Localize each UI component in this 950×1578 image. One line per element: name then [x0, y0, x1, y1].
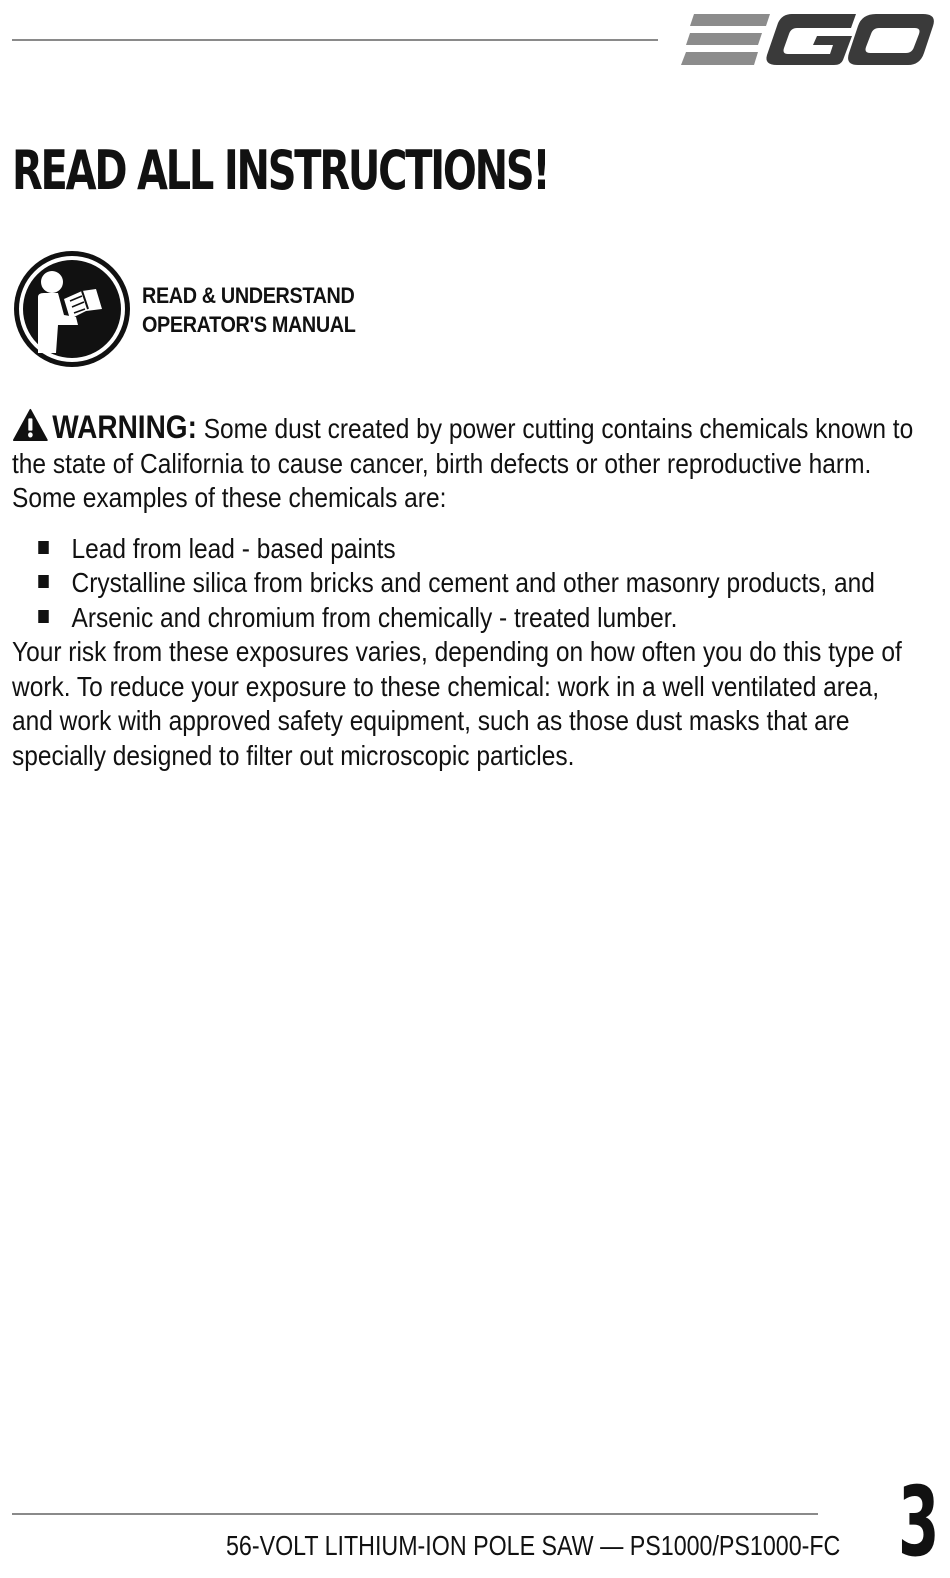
warning-intro: [12, 408, 922, 516]
bullet-square-icon: [38, 541, 49, 554]
list-item: [12, 532, 922, 567]
warning-section: [12, 408, 922, 773]
manual-notice: [142, 281, 355, 339]
list-item-text: Arsenic and chromium from chemically - treated lumber.: [71, 601, 678, 633]
chemical-list: [12, 532, 922, 636]
list-item-text: Crystalline silica from bricks and cement and other masonry products, and: [71, 567, 875, 598]
warning-intro-text: Some dust created by power cutting contains chemicals known to the state of California to cause cancer, birth defects or other reproductive harm. Some examples of these chemicals are:: [12, 413, 914, 513]
footer-rule: [12, 1513, 818, 1515]
ego-logo: [680, 10, 936, 70]
list-item: [12, 601, 922, 636]
warning-triangle-icon: [12, 408, 49, 442]
header-rule: [12, 39, 658, 41]
list-item: [12, 566, 922, 601]
warning-label: WARNING:: [52, 409, 197, 445]
manual-notice-line1: READ & UNDERSTAND: [142, 283, 355, 308]
read-manual-icon: [12, 249, 132, 369]
footer-product-name: 56-VOLT LITHIUM-ION POLE SAW — PS1000/PS1000-FC: [226, 1530, 841, 1561]
manual-notice-line2: OPERATOR'S MANUAL: [142, 312, 356, 337]
page-number: 3: [898, 1466, 940, 1578]
warning-closing: Your risk from these exposures varies, depending on how often you do this type of work. To reduce your exposure to these chemical: work in a well ventilated area, and work with approved safety equipment, such as those dust masks that are specially designed to filter out microscopic particles.: [12, 636, 902, 771]
list-item-text: Lead from lead - based paints: [71, 532, 396, 564]
bullet-square-icon: [38, 575, 49, 588]
page-title: READ ALL INSTRUCTIONS!: [12, 139, 549, 202]
bullet-square-icon: [38, 610, 49, 623]
